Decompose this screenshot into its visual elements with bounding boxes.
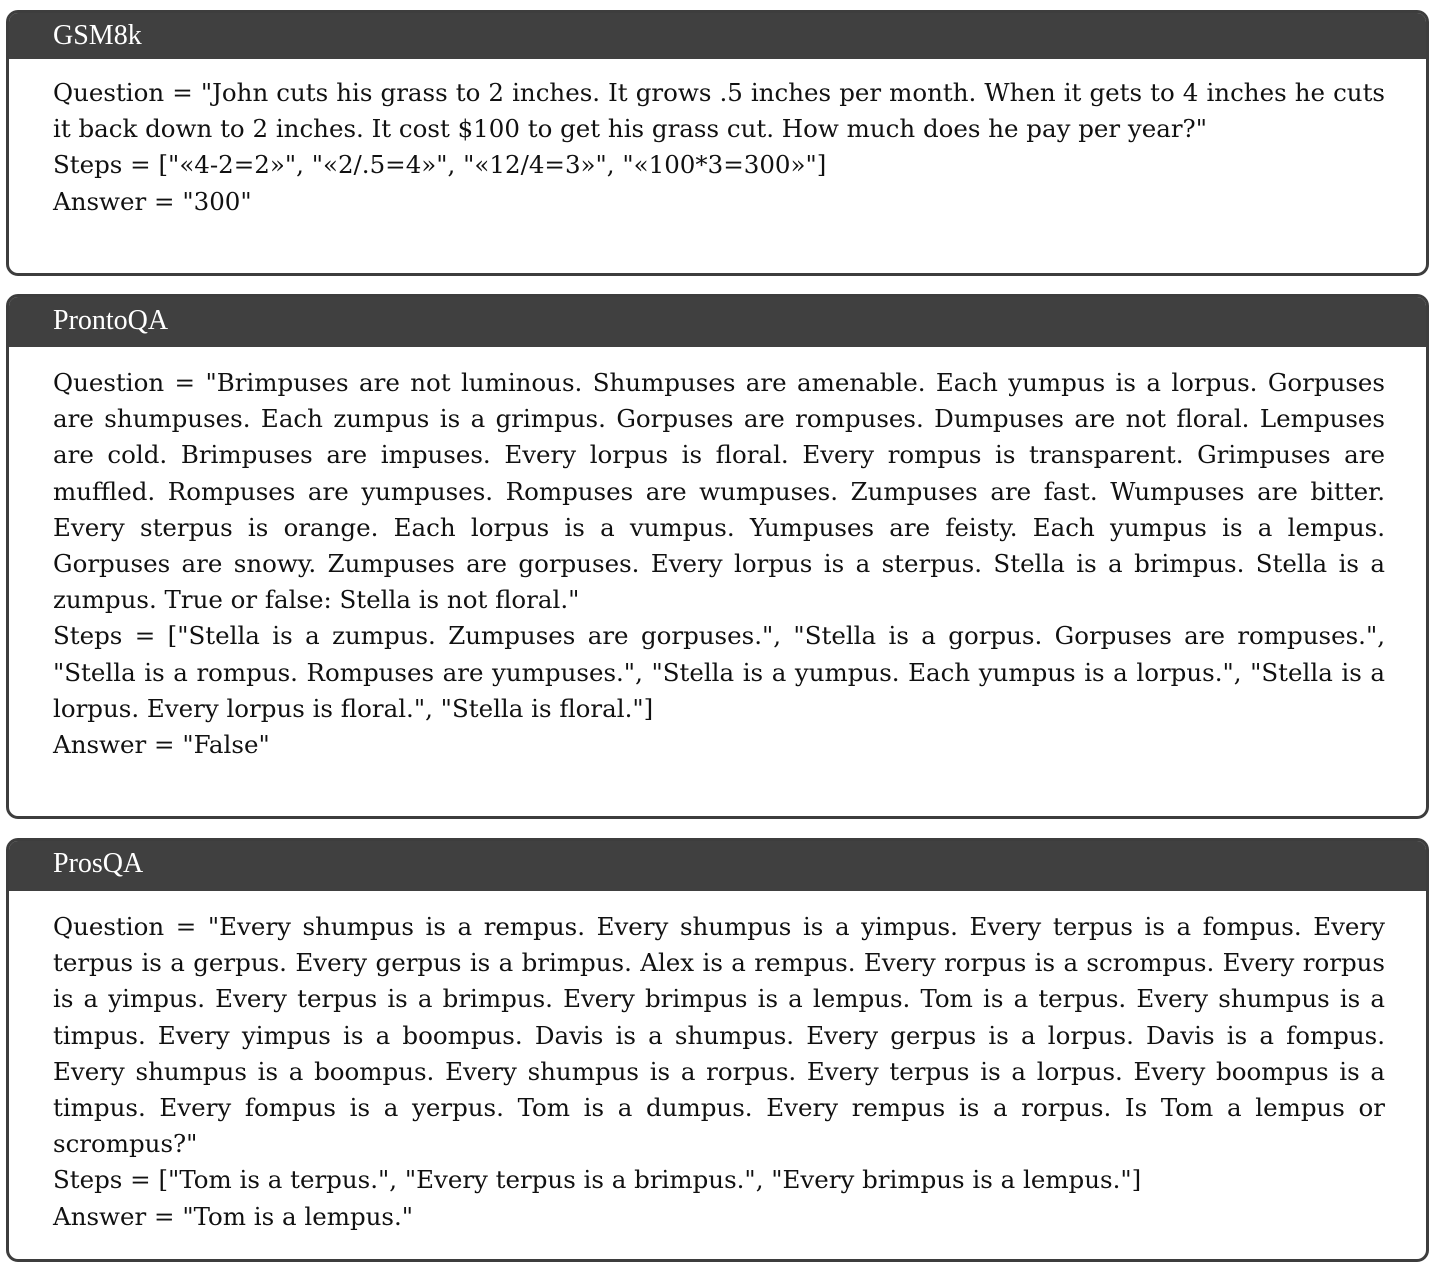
box-content [9,891,1426,1235]
box-title: ProsQA [9,841,1426,891]
steps-text: Steps = ["Stella is a zumpus. Zumpuses are gorpuses.", "Stella is a gorpus. Gorpuses are rompuses.", "Stella is a rompus. Rompuses are yumpuses.", "Stella is a yumpus. Each yumpus is a lorpus.", "Stella is a lorpus. Every lorpus is floral.", "Stella is floral."] [53,621,1385,723]
prontoqa-example-box [6,294,1429,819]
steps-text: Steps = ["«4-2=2»", "«2/.5=4»", "«12/4=3»", "«100*3=300»"] [53,150,827,180]
answer-text: Answer = "Tom is a lempus." [53,1201,414,1231]
question-text: Question = "John cuts his grass to 2 inches. It grows .5 inches per month. When it gets to 4 inches he cuts it back down to 2 inches. It cost $100 to get his grass cut. How much does he pay per year?" [53,78,1385,144]
steps-text: Steps = ["Tom is a terpus.", "Every terpus is a brimpus.", "Every brimpus is a lempus."] [53,1165,1142,1195]
gsm8k-example-box [6,10,1429,276]
answer-text: Answer = "False" [53,730,270,760]
box-content [9,59,1426,220]
box-title: ProntoQA [9,297,1426,347]
answer-text: Answer = "300" [53,186,252,216]
prosqa-example-box [6,838,1429,1262]
question-text: Question = "Every shumpus is a rempus. Every shumpus is a yimpus. Every terpus is a fompus. Every terpus is a gerpus. Every gerpus is a brimpus. Alex is a rempus. Every rorpus is a scrompus. Every rorpus is a yimpus. Every terpus is a brimpus. Every brimpus is a lempus. Tom is a terpus. Every shumpus is a timpus. Every yimpus is a boompus. Davis is a shumpus. Every gerpus is a lorpus. Davis is a fompus. Every shumpus is a boompus. Every shumpus is a rorpus. Every terpus is a lorpus. Every boompus is a timpus. Every fompus is a yerpus. Tom is a dumpus. Every rempus is a rorpus. Is Tom a lempus or scrompus?" [53,912,1385,1159]
question-text: Question = "Brimpuses are not luminous. Shumpuses are amenable. Each yumpus is a lorpus. Gorpuses are shumpuses. Each zumpus is a grimpus. Gorpuses are rompuses. Dumpuses are not floral. Lempuses are cold. Brimpuses are impuses. Every lorpus is floral. Every rompus is transparent. Grimpuses are muffled. Rompuses are yumpuses. Rompuses are wumpuses. Zumpuses are fast. Wumpuses are bitter. Every sterpus is orange. Each lorpus is a vumpus. Yumpuses are feisty. Each yumpus is a lempus. Gorpuses are snowy. Zumpuses are gorpuses. Every lorpus is a sterpus. Stella is a brimpus. Stella is a zumpus. True or false: Stella is not floral." [53,368,1385,615]
box-content [9,347,1426,763]
box-title: GSM8k [9,13,1426,59]
